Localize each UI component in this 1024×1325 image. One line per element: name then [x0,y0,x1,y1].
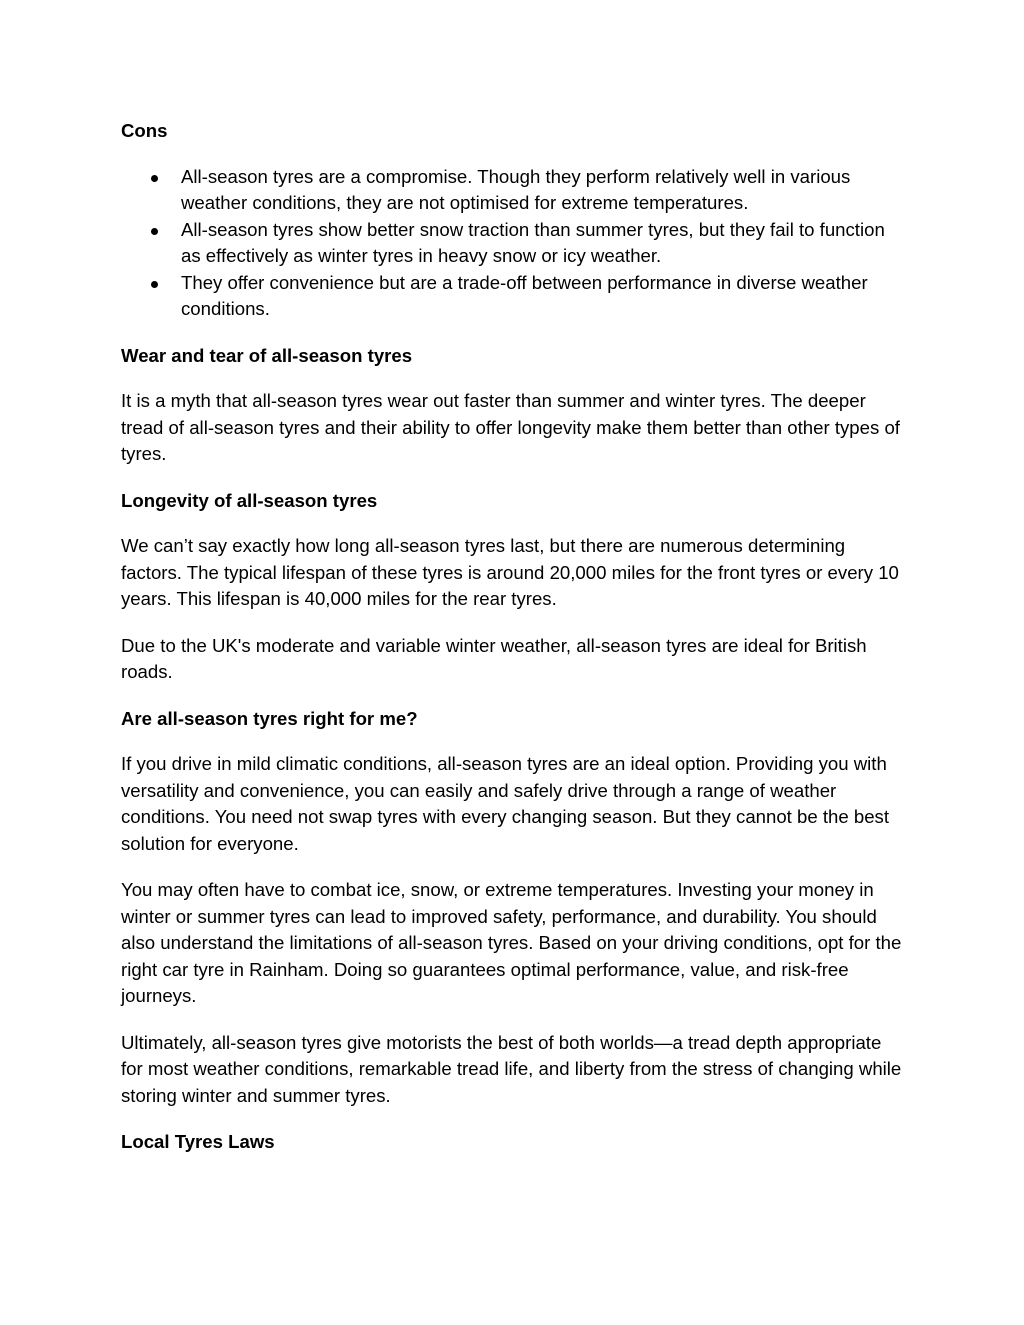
cons-list [121,164,906,323]
paragraph: We can’t say exactly how long all-season tyres last, but there are numerous determining factors. The typical lifespan of these tyres is around 20,000 miles for the front tyres or every 10 years. This lifespan is 40,000 miles for the rear tyres. [121,535,899,609]
list-item-text: All-season tyres are a compromise. Though they perform relatively well in various weather conditions, they are not optimised for extreme temperatures. [181,165,851,213]
paragraph: Ultimately, all-season tyres give motorists the best of both worlds—a tread depth appropriate for most weather conditions, remarkable tread life, and liberty from the stress of changing while storing winter and summer tyres. [121,1031,902,1106]
section-heading-local-tyres-laws: Local Tyres Laws [121,1131,275,1152]
list-item [121,164,906,217]
document-body [121,118,906,1175]
list-item-text: They offer convenience but are a trade-off between performance in diverse weather conditions. [181,271,868,319]
paragraph: Due to the UK's moderate and variable winter weather, all-season tyres are ideal for British roads. [121,634,867,682]
bullet-icon [151,175,158,182]
paragraph: You may often have to combat ice, snow, or extreme temperatures. Investing your money in winter or summer tyres can lead to improved safety, performance, and durability. You should also understand the limitations of all-season tyres. Based on your driving conditions, opt for the right car tyre in Rainham. Doing so guarantees optimal performance, value, and risk-free journeys. [121,879,902,1006]
bullet-icon [151,281,158,288]
section-heading-wear-and-tear: Wear and tear of all-season tyres [121,344,413,366]
list-item-text: All-season tyres show better snow traction than summer tyres, but they fail to function as effectively as winter tyres in heavy snow or icy weather. [181,218,885,266]
section-heading-cons: Cons [121,120,168,141]
paragraph: It is a myth that all-season tyres wear out faster than summer and winter tyres. The deeper tread of all-season tyres and their ability to offer longevity make them better than other types of tyres. [121,390,900,464]
list-item [121,217,906,270]
section-heading-longevity: Longevity of all-season tyres [121,489,378,511]
bullet-icon [151,228,158,235]
paragraph: If you drive in mild climatic conditions, all-season tyres are an ideal option. Providing you with versatility and convenience, you can easily and safely drive through a range of weather conditions. You need not swap tyres with every changing season. But they cannot be the best solution for everyone. [121,753,890,854]
section-heading-right-for-me: Are all-season tyres right for me? [121,707,418,729]
list-item [121,270,906,323]
